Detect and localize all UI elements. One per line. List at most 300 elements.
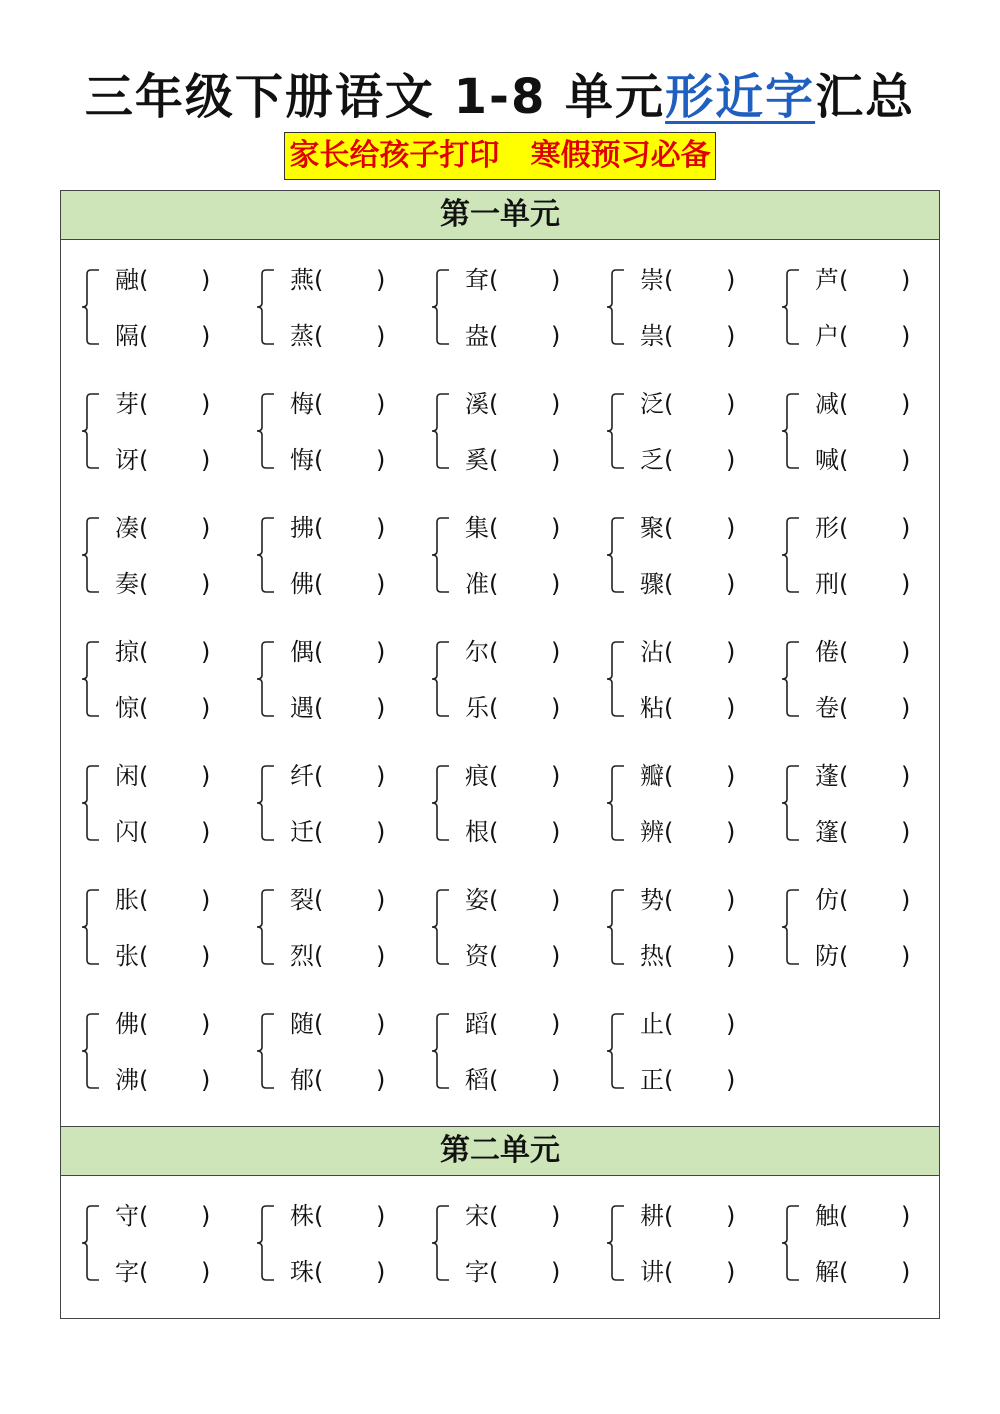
pinyin-blank[interactable]: ) (376, 1258, 386, 1286)
pinyin-blank[interactable]: ) (901, 1202, 911, 1230)
character: 梅 (290, 390, 314, 418)
pinyin-blank[interactable]: ) (726, 886, 736, 914)
paren-open: ( (839, 266, 849, 294)
char-prompt (815, 1198, 848, 1234)
pinyin-blank[interactable]: ) (376, 694, 386, 722)
character: 凑 (115, 514, 139, 542)
char-prompt (640, 442, 673, 478)
pinyin-blank[interactable]: ) (901, 818, 911, 846)
character: 刑 (815, 570, 839, 598)
char-pair (254, 634, 386, 724)
left-brace-icon (429, 888, 451, 966)
character: 减 (815, 390, 839, 418)
char-pair (79, 634, 211, 724)
char-prompt (115, 386, 148, 422)
character: 宋 (465, 1202, 489, 1230)
char-pair (779, 386, 911, 476)
left-brace-icon (429, 268, 451, 346)
char-prompt (465, 690, 498, 726)
left-brace-icon (254, 268, 276, 346)
char-prompt (115, 758, 148, 794)
char-prompt (640, 510, 673, 546)
paren-open: ( (489, 942, 499, 970)
pinyin-blank[interactable]: ) (376, 322, 386, 350)
pinyin-blank[interactable]: ) (551, 694, 561, 722)
pinyin-blank[interactable]: ) (376, 1202, 386, 1230)
char-prompt (640, 1006, 673, 1042)
char-pair (779, 882, 911, 972)
pinyin-blank[interactable]: ) (901, 694, 911, 722)
character: 讶 (115, 446, 139, 474)
char-prompt (465, 1198, 498, 1234)
character: 珠 (290, 1258, 314, 1286)
char-prompt (815, 690, 848, 726)
pinyin-blank[interactable]: ) (901, 390, 911, 418)
character: 悔 (290, 446, 314, 474)
character: 遇 (290, 694, 314, 722)
pinyin-blank[interactable]: ) (726, 390, 736, 418)
char-prompt (290, 510, 323, 546)
paren-open: ( (314, 446, 324, 474)
char-prompt (815, 758, 848, 794)
char-pair (604, 386, 736, 476)
char-pair (604, 634, 736, 724)
pinyin-blank[interactable]: ) (901, 446, 911, 474)
char-prompt (815, 634, 848, 670)
pinyin-blank[interactable]: ) (376, 514, 386, 542)
character: 触 (815, 1202, 839, 1230)
left-brace-icon (604, 392, 626, 470)
character: 郁 (290, 1066, 314, 1094)
paren-open: ( (139, 1010, 149, 1038)
left-brace-icon (429, 392, 451, 470)
pinyin-blank[interactable]: ) (551, 886, 561, 914)
character: 闲 (115, 762, 139, 790)
character: 迁 (290, 818, 314, 846)
pinyin-blank[interactable]: ) (201, 514, 211, 542)
char-pair (604, 1006, 736, 1096)
paren-open: ( (314, 1010, 324, 1038)
pinyin-blank[interactable]: ) (551, 570, 561, 598)
pinyin-blank[interactable]: ) (551, 322, 561, 350)
char-pair (254, 1006, 386, 1096)
char-pair (779, 510, 911, 600)
paren-open: ( (139, 818, 149, 846)
paren-open: ( (139, 1202, 149, 1230)
char-prompt (115, 1062, 148, 1098)
paren-open: ( (664, 818, 674, 846)
char-prompt (640, 1254, 673, 1290)
char-prompt (115, 1198, 148, 1234)
left-brace-icon (604, 764, 626, 842)
char-prompt (640, 1062, 673, 1098)
pinyin-blank[interactable]: ) (901, 266, 911, 294)
paren-open: ( (664, 514, 674, 542)
character: 字 (465, 1258, 489, 1286)
pinyin-blank[interactable]: ) (376, 762, 386, 790)
left-brace-icon (79, 764, 101, 842)
character: 根 (465, 818, 489, 846)
character: 纤 (290, 762, 314, 790)
paren-open: ( (839, 514, 849, 542)
paren-open: ( (139, 942, 149, 970)
char-prompt (640, 938, 673, 974)
paren-open: ( (314, 570, 324, 598)
character: 正 (640, 1066, 664, 1094)
pinyin-blank[interactable]: ) (551, 942, 561, 970)
character: 乏 (640, 446, 664, 474)
char-prompt (290, 634, 323, 670)
paren-open: ( (139, 638, 149, 666)
char-pair (604, 1198, 736, 1288)
character: 燕 (290, 266, 314, 294)
paren-open: ( (664, 886, 674, 914)
paren-open: ( (314, 390, 324, 418)
pinyin-blank[interactable]: ) (726, 1258, 736, 1286)
left-brace-icon (604, 516, 626, 594)
pinyin-blank[interactable]: ) (726, 266, 736, 294)
paren-open: ( (664, 1066, 674, 1094)
char-pair (254, 386, 386, 476)
char-prompt (290, 318, 323, 354)
char-prompt (465, 262, 498, 298)
character: 倦 (815, 638, 839, 666)
char-pair (429, 882, 561, 972)
char-prompt (815, 510, 848, 546)
paren-open: ( (839, 390, 849, 418)
left-brace-icon (604, 888, 626, 966)
char-prompt (640, 262, 673, 298)
char-prompt (290, 1062, 323, 1098)
pinyin-blank[interactable]: ) (551, 446, 561, 474)
pinyin-blank[interactable]: ) (551, 1202, 561, 1230)
pinyin-blank[interactable]: ) (726, 694, 736, 722)
left-brace-icon (779, 516, 801, 594)
pinyin-blank[interactable]: ) (201, 1202, 211, 1230)
char-pair (79, 262, 211, 352)
paren-open: ( (489, 514, 499, 542)
character: 奏 (115, 570, 139, 598)
char-prompt (815, 262, 848, 298)
char-prompt (815, 386, 848, 422)
character: 姿 (465, 886, 489, 914)
pinyin-blank[interactable]: ) (201, 942, 211, 970)
pinyin-blank[interactable]: ) (376, 1066, 386, 1094)
char-prompt (115, 442, 148, 478)
pinyin-blank[interactable]: ) (376, 818, 386, 846)
pinyin-blank[interactable]: ) (376, 570, 386, 598)
paren-open: ( (839, 694, 849, 722)
char-pair (779, 1198, 911, 1288)
left-brace-icon (254, 640, 276, 718)
char-prompt (115, 566, 148, 602)
char-prompt (290, 386, 323, 422)
paren-open: ( (839, 942, 849, 970)
character: 止 (640, 1010, 664, 1038)
char-prompt (290, 262, 323, 298)
char-prompt (465, 882, 498, 918)
char-prompt (815, 1254, 848, 1290)
paren-open: ( (664, 266, 674, 294)
char-prompt (465, 442, 498, 478)
char-prompt (465, 758, 498, 794)
unit-header: 第一单元 (61, 191, 939, 240)
left-brace-icon (429, 516, 451, 594)
paren-open: ( (664, 570, 674, 598)
char-prompt (290, 690, 323, 726)
paren-open: ( (489, 886, 499, 914)
unit-header: 第二单元 (61, 1126, 939, 1176)
character: 蹈 (465, 1010, 489, 1038)
char-prompt (115, 262, 148, 298)
char-pair (604, 262, 736, 352)
left-brace-icon (604, 268, 626, 346)
pinyin-blank[interactable]: ) (551, 762, 561, 790)
character: 溪 (465, 390, 489, 418)
pinyin-blank[interactable]: ) (201, 1066, 211, 1094)
pinyin-blank[interactable]: ) (901, 886, 911, 914)
char-prompt (640, 814, 673, 850)
pinyin-blank[interactable]: ) (726, 942, 736, 970)
paren-open: ( (839, 570, 849, 598)
left-brace-icon (254, 764, 276, 842)
character: 讲 (640, 1258, 664, 1286)
paren-open: ( (664, 1258, 674, 1286)
pinyin-blank[interactable]: ) (901, 762, 911, 790)
paren-open: ( (664, 638, 674, 666)
pinyin-blank[interactable]: ) (551, 1066, 561, 1094)
paren-open: ( (839, 762, 849, 790)
paren-open: ( (314, 818, 324, 846)
paren-open: ( (489, 446, 499, 474)
char-prompt (465, 814, 498, 850)
char-pair (604, 758, 736, 848)
character: 耕 (640, 1202, 664, 1230)
char-prompt (815, 882, 848, 918)
pinyin-blank[interactable]: ) (726, 1066, 736, 1094)
pinyin-blank[interactable]: ) (726, 322, 736, 350)
pinyin-blank[interactable]: ) (901, 514, 911, 542)
char-prompt (465, 510, 498, 546)
pinyin-blank[interactable]: ) (726, 570, 736, 598)
left-brace-icon (779, 640, 801, 718)
left-brace-icon (604, 640, 626, 718)
pinyin-blank[interactable]: ) (201, 266, 211, 294)
left-brace-icon (429, 1012, 451, 1090)
char-prompt (465, 1062, 498, 1098)
character: 泛 (640, 390, 664, 418)
char-pair (79, 510, 211, 600)
title-suffix: 汇总 (815, 69, 916, 125)
pinyin-blank[interactable]: ) (551, 266, 561, 294)
pinyin-blank[interactable]: ) (201, 638, 211, 666)
char-pair (779, 758, 911, 848)
char-prompt (815, 566, 848, 602)
pinyin-blank[interactable]: ) (726, 762, 736, 790)
character: 融 (115, 266, 139, 294)
pinyin-blank[interactable]: ) (726, 818, 736, 846)
pinyin-blank[interactable]: ) (901, 942, 911, 970)
char-prompt (115, 1254, 148, 1290)
char-prompt (290, 566, 323, 602)
pinyin-blank[interactable]: ) (201, 1010, 211, 1038)
paren-open: ( (489, 762, 499, 790)
left-brace-icon (254, 392, 276, 470)
pinyin-blank[interactable]: ) (726, 514, 736, 542)
pinyin-blank[interactable]: ) (201, 446, 211, 474)
char-pair (254, 758, 386, 848)
left-brace-icon (779, 392, 801, 470)
character: 芽 (115, 390, 139, 418)
character: 蓬 (815, 762, 839, 790)
pinyin-blank[interactable]: ) (201, 390, 211, 418)
character: 祟 (640, 322, 664, 350)
pinyin-blank[interactable]: ) (726, 446, 736, 474)
char-prompt (115, 690, 148, 726)
pinyin-blank[interactable]: ) (376, 886, 386, 914)
character: 热 (640, 942, 664, 970)
pinyin-blank[interactable]: ) (376, 446, 386, 474)
pinyin-blank[interactable]: ) (376, 266, 386, 294)
pinyin-blank[interactable]: ) (726, 1202, 736, 1230)
character: 张 (115, 942, 139, 970)
char-prompt (290, 442, 323, 478)
pinyin-blank[interactable]: ) (201, 322, 211, 350)
paren-open: ( (489, 818, 499, 846)
left-brace-icon (429, 764, 451, 842)
char-prompt (290, 938, 323, 974)
char-pair (604, 510, 736, 600)
left-brace-icon (79, 888, 101, 966)
pinyin-blank[interactable]: ) (901, 570, 911, 598)
character: 隔 (115, 322, 139, 350)
paren-open: ( (314, 694, 324, 722)
paren-open: ( (139, 570, 149, 598)
character: 辨 (640, 818, 664, 846)
paren-open: ( (139, 1258, 149, 1286)
left-brace-icon (779, 1204, 801, 1282)
pinyin-blank[interactable]: ) (901, 1258, 911, 1286)
pinyin-blank[interactable]: ) (201, 762, 211, 790)
char-prompt (465, 634, 498, 670)
pinyin-blank[interactable]: ) (201, 570, 211, 598)
pinyin-blank[interactable]: ) (726, 638, 736, 666)
paren-open: ( (314, 638, 324, 666)
pinyin-blank[interactable]: ) (551, 818, 561, 846)
left-brace-icon (254, 888, 276, 966)
character: 仿 (815, 886, 839, 914)
left-brace-icon (779, 888, 801, 966)
character: 稻 (465, 1066, 489, 1094)
char-pair (79, 1006, 211, 1096)
pinyin-blank[interactable]: ) (551, 1258, 561, 1286)
character: 烈 (290, 942, 314, 970)
char-prompt (290, 814, 323, 850)
char-prompt (640, 318, 673, 354)
char-pair (79, 882, 211, 972)
paren-open: ( (139, 694, 149, 722)
page-title (0, 62, 1000, 132)
pinyin-blank[interactable]: ) (201, 818, 211, 846)
pinyin-blank[interactable]: ) (901, 322, 911, 350)
pinyin-blank[interactable]: ) (376, 942, 386, 970)
char-prompt (640, 566, 673, 602)
pinyin-blank[interactable]: ) (726, 1010, 736, 1038)
left-brace-icon (79, 392, 101, 470)
char-prompt (640, 634, 673, 670)
left-brace-icon (779, 268, 801, 346)
char-pair (254, 1198, 386, 1288)
character: 耷 (465, 266, 489, 294)
paren-open: ( (314, 886, 324, 914)
character: 户 (815, 322, 839, 350)
pinyin-blank[interactable]: ) (551, 1010, 561, 1038)
char-pair (429, 510, 561, 600)
left-brace-icon (604, 1012, 626, 1090)
pinyin-blank[interactable]: ) (376, 390, 386, 418)
character: 掠 (115, 638, 139, 666)
left-brace-icon (779, 764, 801, 842)
character: 势 (640, 886, 664, 914)
char-prompt (640, 1198, 673, 1234)
left-brace-icon (79, 516, 101, 594)
char-pair (79, 386, 211, 476)
character: 防 (815, 942, 839, 970)
char-prompt (115, 318, 148, 354)
left-brace-icon (79, 268, 101, 346)
character: 株 (290, 1202, 314, 1230)
paren-open: ( (664, 762, 674, 790)
paren-open: ( (314, 762, 324, 790)
paren-open: ( (314, 942, 324, 970)
char-prompt (465, 318, 498, 354)
left-brace-icon (254, 1012, 276, 1090)
left-brace-icon (604, 1204, 626, 1282)
pinyin-blank[interactable]: ) (376, 1010, 386, 1038)
paren-open: ( (839, 1258, 849, 1286)
paren-open: ( (139, 390, 149, 418)
character: 资 (465, 942, 489, 970)
char-prompt (290, 1254, 323, 1290)
char-prompt (465, 386, 498, 422)
paren-open: ( (139, 514, 149, 542)
paren-open: ( (489, 1010, 499, 1038)
pinyin-blank[interactable]: ) (201, 886, 211, 914)
paren-open: ( (664, 446, 674, 474)
character: 喊 (815, 446, 839, 474)
pinyin-blank[interactable]: ) (551, 514, 561, 542)
character: 佛 (115, 1010, 139, 1038)
character: 乐 (465, 694, 489, 722)
character: 闪 (115, 818, 139, 846)
pinyin-blank[interactable]: ) (901, 638, 911, 666)
pinyin-blank[interactable]: ) (551, 390, 561, 418)
paren-open: ( (314, 1258, 324, 1286)
left-brace-icon (429, 1204, 451, 1282)
paren-open: ( (664, 942, 674, 970)
paren-open: ( (839, 886, 849, 914)
paren-open: ( (839, 322, 849, 350)
pinyin-blank[interactable]: ) (201, 1258, 211, 1286)
char-prompt (465, 1254, 498, 1290)
pinyin-blank[interactable]: ) (376, 638, 386, 666)
character: 聚 (640, 514, 664, 542)
pinyin-blank[interactable]: ) (201, 694, 211, 722)
character: 粘 (640, 694, 664, 722)
paren-open: ( (664, 322, 674, 350)
pinyin-blank[interactable]: ) (551, 638, 561, 666)
paren-open: ( (314, 514, 324, 542)
